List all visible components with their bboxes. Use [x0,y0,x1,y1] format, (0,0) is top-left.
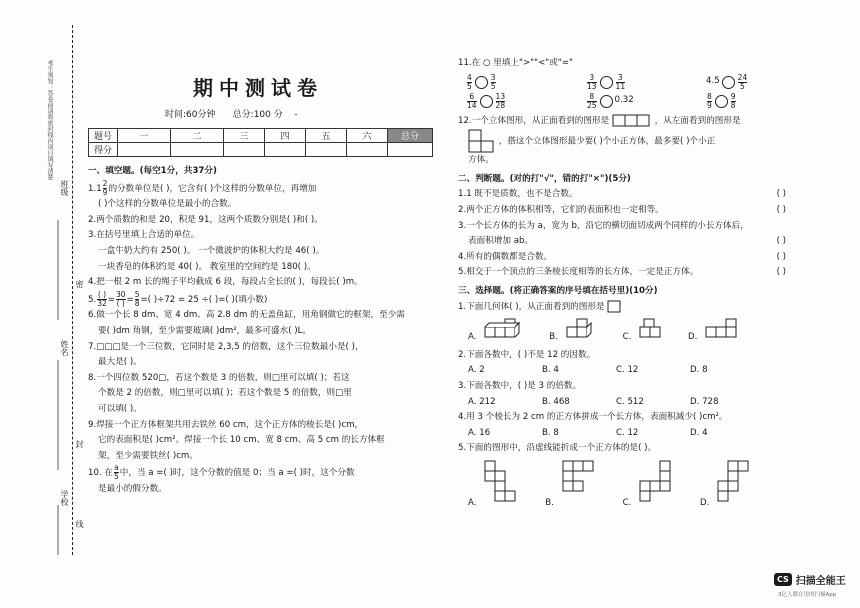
q10-num: a [114,463,119,473]
option-label: A. [468,332,477,343]
option-a[interactable] [468,317,531,346]
cmp-den: 9 [707,100,712,110]
cmp-den: 5 [740,81,745,91]
brand-name: 扫描全能王 [795,576,846,587]
answer-circle[interactable] [475,76,488,89]
question-7-cont: 最大是( )。 [98,357,142,368]
margin-class: 班级 [60,180,69,196]
question-9-cont2: 架，至少需要铁丝( )cm。 [98,450,198,461]
judge-text: 表面积增加 ab。 [468,236,534,247]
q10-fraction [114,464,119,481]
q10-text-b: 中，当 a =( )时，这个分数的值是 0；当 a =( )时，这个分数 [119,468,355,479]
q5-num3: 5 [134,289,140,299]
q10-text-a: 10. 在 [88,468,113,479]
question-8-cont: 个数是 2 的倍数，则□里可以填( )；若这个数是 5 的倍数，则□里 [98,388,352,399]
q5-num1: ( ) [97,289,107,299]
q1-whole: 1 [96,183,102,194]
option-d[interactable] [688,317,744,346]
option-label: B. [545,497,554,508]
option-c[interactable]: C. 512 [616,396,644,407]
section-choice: 三、选择题。(将正确答案的序号填在括号里)(10分) [458,285,658,296]
front-view-figure [612,114,652,127]
cmp-num: 8 [587,93,597,102]
page-title: 期中测试卷 [193,76,323,100]
option-a[interactable]: A. 2 [468,365,485,376]
q12-text-c: ，搭这个立体图形最少要( )个小正方体，最多要( )个小正 [498,136,716,147]
judge-answer[interactable]: ( ) [776,236,786,247]
q5-fraction-3 [135,291,140,308]
scanner-logo [774,572,846,587]
compare-item [466,74,586,91]
cube-stack-b-icon [565,317,605,339]
score-cell: 三 [224,129,265,143]
q5-den1: 32 [97,298,107,308]
cmp-frac [467,74,472,91]
question-12-end: 方体。 [468,155,494,166]
square-figure [607,300,621,313]
judge-text: 5.相交于一个顶点的三条棱长度相等的长方体，一定是正方体。 [458,267,699,278]
binding-margin [0,0,86,608]
question-3a: 一盒牛奶大约有 250( )。 一个微波炉的体积大约是 46( )。 [98,245,325,256]
choice-1-options [458,317,786,346]
compare-item [586,74,706,91]
question-11: 11.在 ○ 里填上">""<"或"=" [458,58,573,68]
option-b[interactable]: B. 468 [542,396,570,407]
net-b-icon [561,459,605,505]
q1-den: 9 [102,187,108,197]
option-d[interactable]: D. 728 [690,396,719,407]
question-6-cont: 要( )dm 角钢，至少需要玻璃( )dm²，最多可盛水( )L。 [98,325,312,336]
cmp-num: 3 [490,72,496,82]
option-c[interactable] [623,317,670,346]
question-9: 9.焊接一个正方体框架共用去铁丝 60 cm，这个正方体的棱长是( )cm， [88,419,364,430]
question-8-cont2: 可以填( )。 [98,403,142,414]
judge-answer[interactable]: ( ) [776,189,786,200]
judge-text: 1.1 既不是质数，也不是合数。 [458,189,578,200]
cmp-frac [707,93,712,110]
judge-answer[interactable]: ( ) [776,251,786,262]
option-b[interactable]: B. 4 [542,365,559,376]
score-blank[interactable] [388,143,433,157]
cmp-text: 0.32 [614,95,634,106]
total-score-label: 总分:100 分 [232,110,283,120]
q1-text: 的分数单位是( )，它含有( )个这样的分数单位，再增加 [108,183,317,194]
seal-char-3: 线 [75,520,84,528]
cmp-text: 4.5 [706,76,720,87]
question-10 [88,464,448,482]
net-d-icon [716,459,760,505]
question-1-cont: ( )个这样的分数单位是最小的合数。 [98,199,237,210]
exam-meta [165,107,297,120]
cube-stack-c-icon [638,317,670,339]
answer-circle[interactable] [600,76,613,89]
option-label: A. [468,497,477,508]
score-blank[interactable] [347,143,388,157]
cmp-den: 25 [587,100,597,110]
q12-text-b: ，从左面看到的图形是 [654,115,741,126]
question-3: 3.在括号里填上合适的单位。 [88,230,200,241]
time-label: 时间:60分钟 [165,110,216,120]
seal-char-1: 密 [75,280,84,288]
right-column [458,56,786,513]
score-cell-total: 总分 [388,129,433,143]
judge-item-5 [458,265,786,281]
judge-item-3-cont [458,234,786,250]
option-c[interactable] [623,459,682,512]
option-c[interactable]: C. 12 [616,427,639,438]
cmp-frac [731,93,736,110]
compare-item [706,74,806,91]
option-label: C. [622,332,632,343]
compare-item [706,93,806,110]
answer-circle[interactable] [722,76,735,89]
margin-blank-lines [0,0,86,608]
q1-num: 2 [102,178,108,188]
cmp-den: 5 [490,81,496,91]
cmp-frac [491,74,496,91]
question-4: 4.把一根 2 m 长的绳子平均截成 6 段，每段占全长的( )，每段长( )m。 [88,277,363,288]
score-blank[interactable] [171,143,224,157]
choice-1 [458,300,786,316]
cmp-num: 3 [587,74,597,83]
q5-text: =( )÷72 = 25 ÷( )=( )(填小数) [140,294,268,305]
score-cell: 二 [171,129,224,143]
question-5: 5. ( ) 32 = 30 ( ) = $\frac{5}{8}$ =( )÷72 = 25 ÷( )=( )(填小数) [88,289,268,308]
question-1 [88,180,448,198]
cmp-num: 24 [737,72,748,82]
score-cell: 题号 [89,129,118,143]
q12-text-a: 12.一个立体图形，从正面看到的图形是 [458,115,610,126]
brand-tagline: 3亿人都在用的扫描App [778,592,837,598]
option-label: D. [688,332,698,343]
answer-circle[interactable] [715,95,728,108]
q1-number: 1. [88,183,97,194]
margin-instruction: 考生须知：答卷前请将密封线内项目填写清楚 [46,60,53,180]
choice-4: 4.用 3 个棱长为 2 cm 的正方体拼成一个长方体，表面积减少( )cm²。 [458,412,728,423]
judge-answer[interactable]: ( ) [776,267,786,278]
cmp-num: 9 [730,91,736,101]
score-row-label: 得分 [89,143,118,157]
answer-circle[interactable] [480,95,493,108]
score-blank[interactable] [118,143,171,157]
cmp-num: 6 [467,93,477,102]
choice-3: 3.下面各数中，( )是 3 的倍数。 [458,380,582,391]
score-value-row [89,143,433,157]
cmp-den: 11 [615,81,626,91]
option-b[interactable] [545,459,604,512]
question-2: 2.两个质数的和是 20，积是 91，这两个质数分别是( )和( )。 [88,214,323,225]
answer-circle[interactable] [600,95,613,108]
cmp-num: 13 [495,91,506,101]
cmp-num: 4 [467,72,472,82]
cmp-frac [616,74,626,91]
score-cell: 六 [347,129,388,143]
judge-answer[interactable]: ( ) [776,204,786,215]
judge-text: 3.一个长方体的长为 a，宽为 b，沿它的横切面切成两个同样的小长方体后， [458,220,749,231]
cmp-frac [587,74,597,91]
score-cell: 一 [118,129,171,143]
cmp-frac [738,74,748,91]
seal-char-2: 封 [75,440,84,448]
option-c[interactable]: C. 12 [616,365,639,376]
judge-item-3 [458,219,786,235]
q10-den: 5 [114,472,119,482]
question-7: 7.□□□是一个三位数，它同时是 2,3,5 的倍数，这个三位数最小是( )， [88,341,364,352]
cmp-den: 8 [730,100,736,110]
cmp-num: 3 [616,74,626,83]
score-cell: 四 [265,129,306,143]
option-d[interactable]: D. 8 [690,365,708,376]
score-blank[interactable] [306,143,347,157]
cmp-den: 5 [467,81,472,91]
section-fill-blank: 一、填空题。(每空1分，共37分) [88,166,217,176]
option-a[interactable] [468,459,527,512]
cube-stack-a-icon [483,317,531,339]
left-view-figure [468,129,496,153]
meta-dash: - [294,110,298,120]
compare-item [586,93,706,110]
cmp-frac [467,93,477,110]
score-blank[interactable] [265,143,306,157]
judge-item-1 [458,187,786,203]
choice-4-options [458,426,786,442]
judge-text: 2.两个正方体的体积相等，它们的表面积也一定相等。 [458,204,664,215]
question-3b: 一块香皂的体积约是 40( )。 教室里的空间约是 180( )。 [98,261,316,272]
cmp-den: 28 [495,100,506,110]
margin-school: 学校 [60,490,69,506]
compare-grid [466,74,786,110]
question-12-cont [458,129,786,153]
question-9-cont: 它的表面积是( )cm²。焊接一个长 10 cm、宽 8 cm、高 5 cm 的长方体框 [98,435,385,446]
option-label: B. [549,332,558,343]
margin-name: 姓名 [60,340,69,356]
score-table [88,128,433,157]
left-column [88,164,448,497]
compare-item [466,93,586,110]
option-a[interactable]: A. 212 [468,396,496,407]
score-blank[interactable] [224,143,265,157]
option-label: D. [700,497,710,508]
option-b[interactable]: B. 8 [542,427,559,438]
question-10-cont: 是最小的假分数。 [98,483,167,494]
net-c-icon [638,459,682,505]
option-d[interactable]: D. 4 [690,427,708,438]
q5-den3: 8 [134,298,140,308]
q5-fraction-2 [116,291,126,308]
net-a-icon [483,459,527,505]
q5-num2: 30 [115,289,126,299]
q5-fraction-1 [97,291,107,308]
q1-fraction [103,180,108,197]
cs-badge-icon: CS [774,573,792,586]
cmp-den: 14 [467,100,477,110]
cmp-den: 13 [587,81,597,91]
option-b[interactable] [549,317,604,346]
question-6: 6.做一个长 8 dm、宽 4 dm、高 2.8 dm 的无盖鱼缸，用角钢做它的框架，至少需 [88,310,405,321]
q5-den2: ( ) [116,298,125,308]
cube-stack-d-icon [704,317,744,339]
judge-text: 4.所有的偶数都是合数。 [458,251,553,262]
score-header-row [89,129,433,143]
choice-1-text: 1.下面几何体( )，从正面看到的图形是 [458,301,605,312]
cmp-frac [496,93,506,110]
question-12 [458,114,786,130]
score-cell: 五 [306,129,347,143]
choice-5-options [458,459,786,512]
section-true-false: 二、判断题。(对的打"√"，错的打"×")(5分) [458,173,631,184]
judge-item-4 [458,250,786,266]
choice-3-options [458,395,786,411]
judge-item-2 [458,203,786,219]
cmp-frac [587,93,597,110]
option-label: C. [622,497,632,508]
cmp-num: 8 [707,91,712,101]
q5-number: 5. [88,294,97,305]
choice-5: 5.下面的图形中，沿虚线能折成一个正方体的是( )。 [458,443,657,454]
option-d[interactable] [700,459,760,512]
choice-2: 2.下面各数中，( )不是 12 的因数。 [458,349,596,360]
choice-2-options [458,363,786,379]
option-a[interactable]: A. 16 [468,427,491,438]
question-8: 8.一个四位数 520□，若这个数是 3 的倍数，则□里可以填( )；若这 [88,372,350,383]
